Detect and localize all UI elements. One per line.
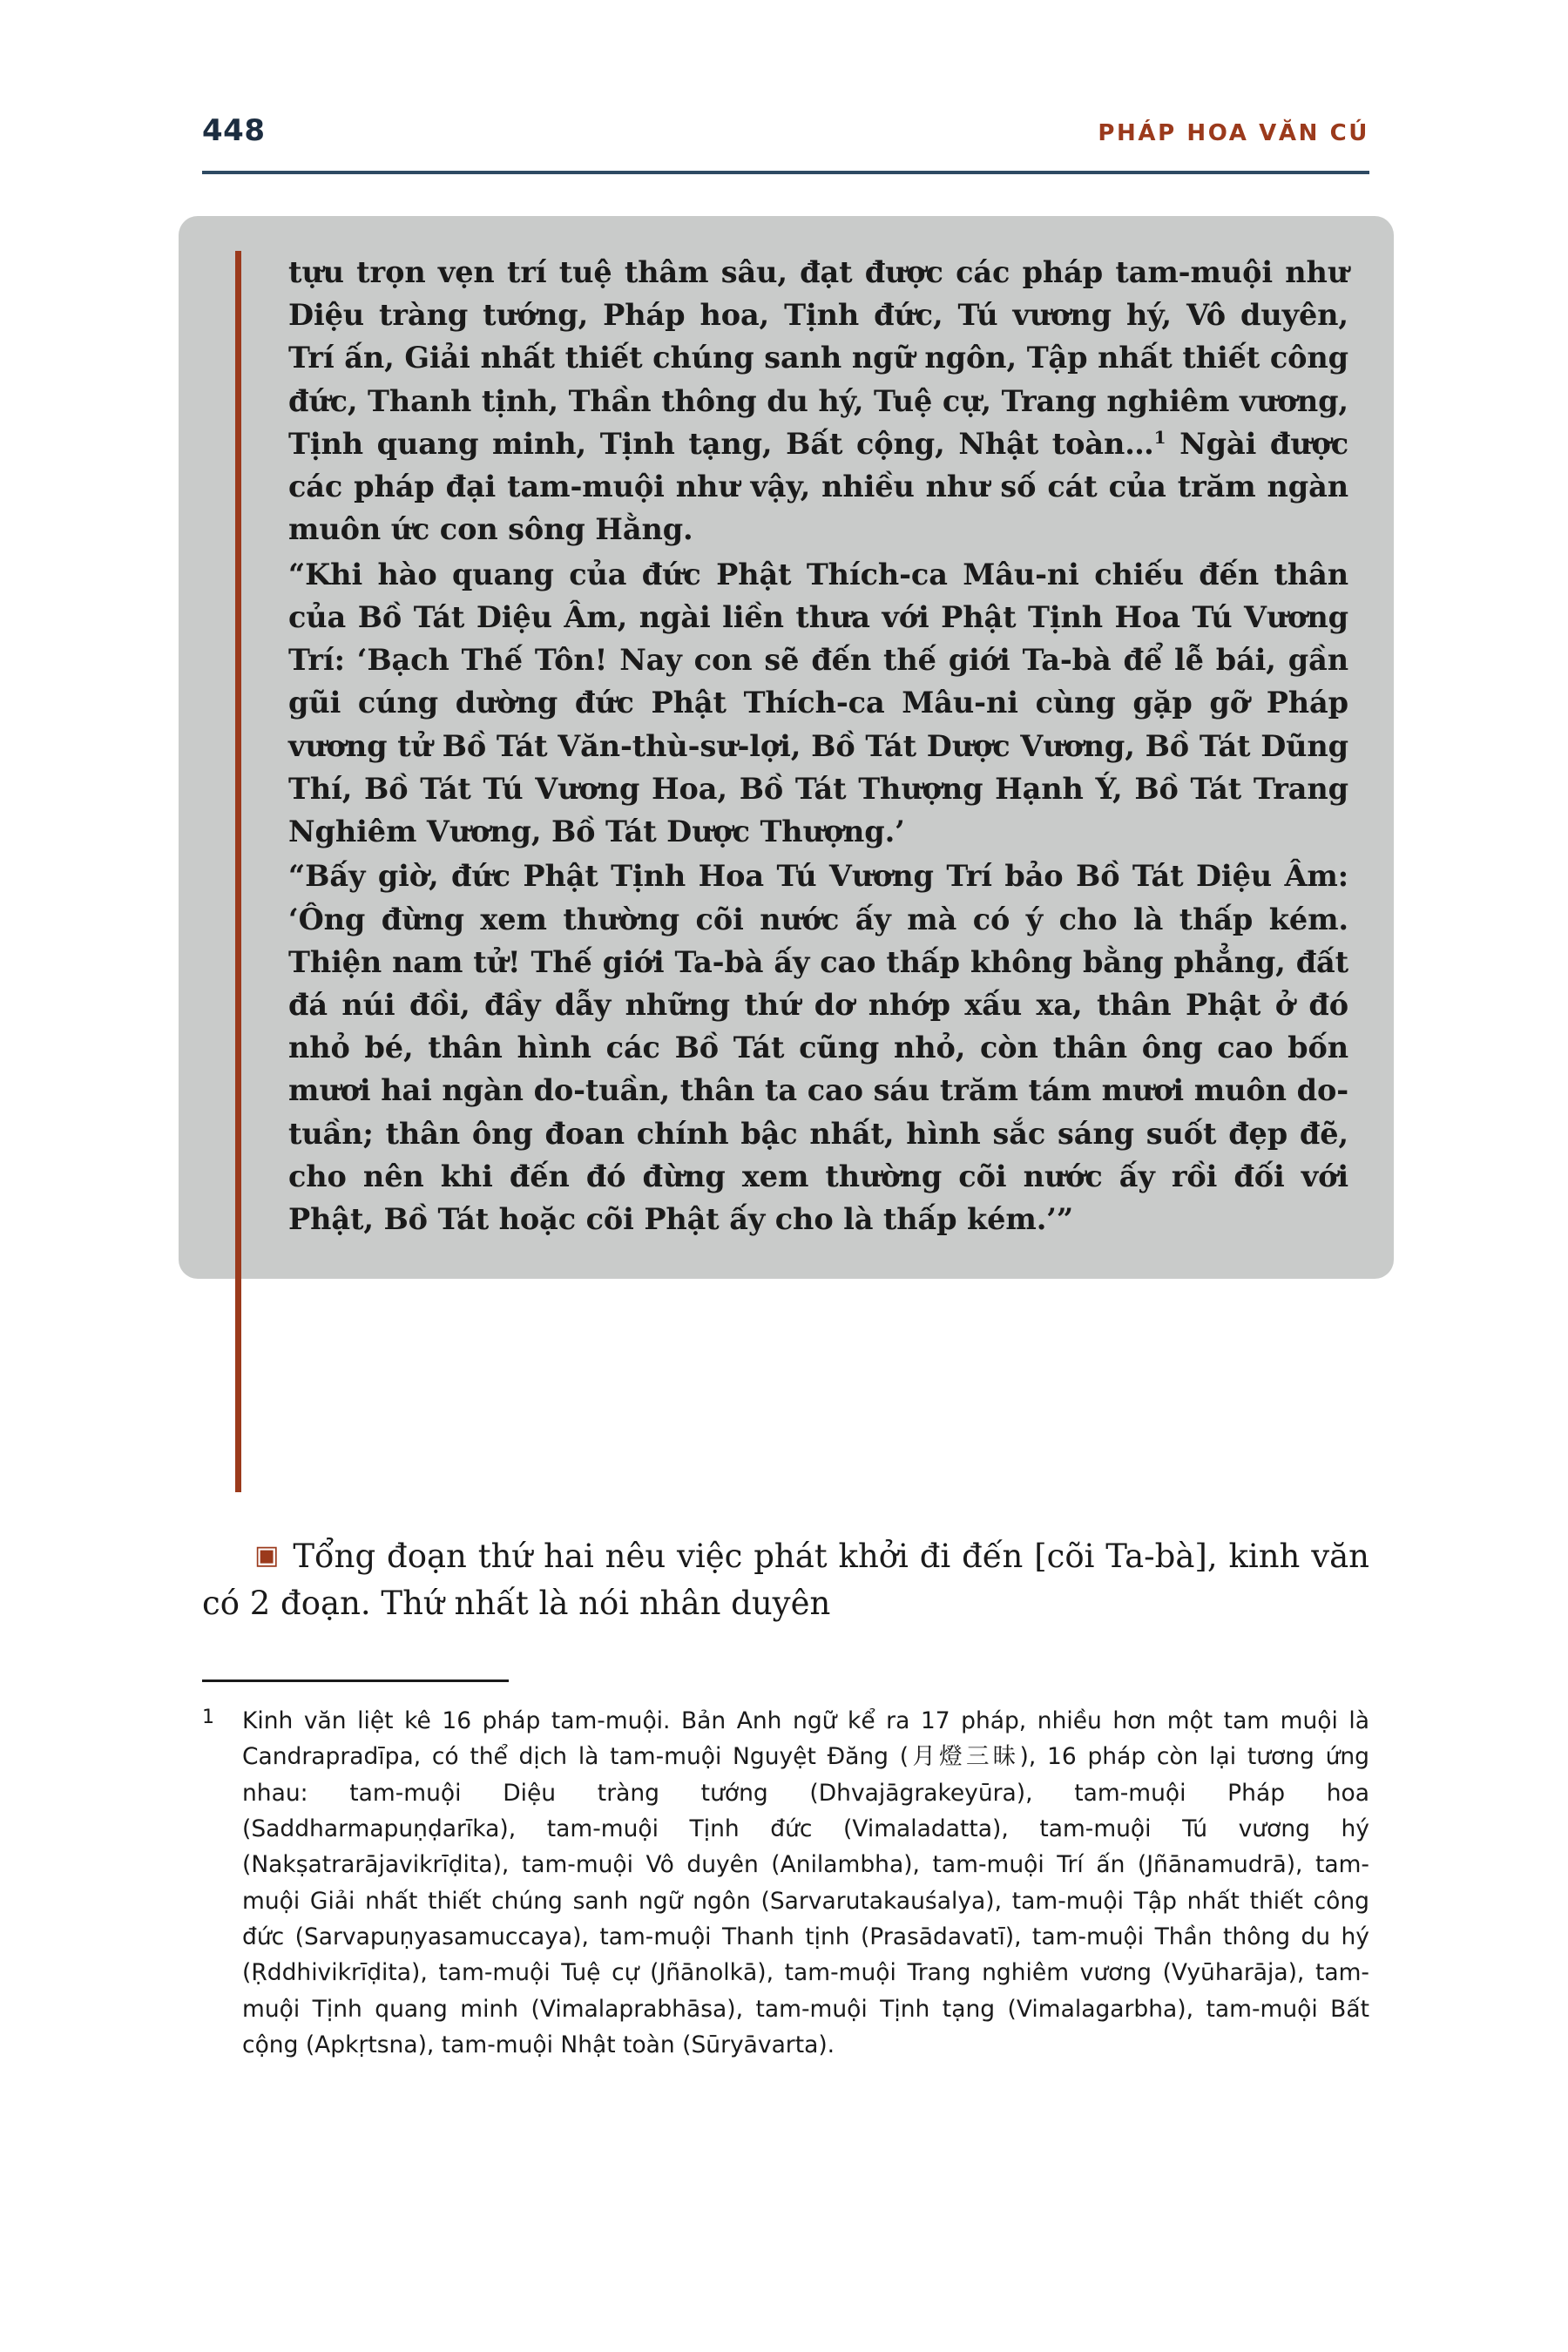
quotation-block (179, 216, 1394, 1279)
quote-paragraph-1-tail: Ngài được các pháp đại tam-muội như vậy, nhiều như số cát của trăm ngàn muôn ức con sông Hằng. (288, 426, 1348, 547)
footnote (202, 1703, 1369, 2063)
footnote-reference[interactable]: 1 (1153, 426, 1166, 448)
quote-paragraph-3: “Bấy giờ, đức Phật Tịnh Hoa Tú Vương Trí bảo Bồ Tát Diệu Âm: ‘Ông đừng xem thường cõi nước ấy mà có ý cho là thấp kém. Thiện nam tử! Thế giới Ta-bà ấy cao thấp không bằng phẳng, đất đá núi đồi, đầy dẫy những thứ dơ nhớp xấu xa, thân Phật ở đó nhỏ bé, thân hình các Bồ Tát cũng nhỏ, còn thân ông cao bốn mươi hai ngàn do-tuần, thân ta cao sáu trăm tám mươi muôn do-tuần; thân ông đoan chính bậc nhất, hình sắc sáng suốt đẹp đẽ, cho nên khi đến đó đừng xem thường cõi nước ấy rồi đối với Phật, Bồ Tát hoặc cõi Phật ấy cho là thấp kém.’” (288, 859, 1348, 1237)
footnote-divider (202, 1680, 509, 1682)
quote-paragraph-1-text: tựu trọn vẹn trí tuệ thâm sâu, đạt được các pháp tam-muội như Diệu tràng tướng, Pháp hoa, Tịnh đức, Tú vương hý, Vô duyên, Trí ấn, Giải nhất thiết chúng sanh ngữ ngôn, Tập nhất thiết công đức, Thanh tịnh, Thần thông du hý, Tuệ cự, Trang nghiêm vương, Tịnh quang minh, Tịnh tạng, Bất cộng, Nhật toàn… (288, 255, 1348, 461)
page-number: 448 (202, 113, 266, 148)
footnote-number: 1 (202, 1707, 214, 1728)
square-bullet-icon: ▣ (254, 1540, 280, 1571)
quote-accent-bar (235, 251, 241, 1492)
header-divider (202, 171, 1369, 174)
running-title: PHÁP HOA VĂN CÚ (1098, 120, 1369, 146)
quote-paragraph-2: “Khi hào quang của đức Phật Thích-ca Mâu-ni chiếu đến thân của Bồ Tát Diệu Âm, ngài liền thưa với Phật Tịnh Hoa Tú Vương Trí: ‘Bạch Thế Tôn! Nay con sẽ đến thế giới Ta-bà để lễ bái, gần gũi cúng dường đức Phật Thích-ca Mâu-ni cùng gặp gỡ Pháp vương tử Bồ Tát Văn-thù-sư-lợi, Bồ Tát Dược Vương, Bồ Tát Dũng Thí, Bồ Tát Tú Vương Hoa, Bồ Tát Thượng Hạnh Ý, Bồ Tát Trang Nghiêm Vương, Bồ Tát Dược Thượng.’ (288, 557, 1348, 849)
page-header (202, 113, 1369, 148)
footnote-text: Kinh văn liệt kê 16 pháp tam-muội. Bản Anh ngữ kể ra 17 pháp, nhiều hơn một tam muội là Candrapradīpa, có thể dịch là tam-muội Nguyệt Đăng (月燈三昧), 16 pháp còn lại tương ứng nhau: tam-muội Diệu tràng tướng (Dhvajāgrakeyūra), tam-muội Pháp hoa (Saddharmapuṇḍarīka), tam-muội Tịnh đức (Vimaladatta), tam-muội Tú vương hý (Nakṣatrarājavikrīḍita), tam-muội Vô duyên (Anilambha), tam-muội Trí ấn (Jñānamudrā), tam-muội Giải nhất thiết chúng sanh ngữ ngôn (Sarvarutakauśalya), tam-muội Tập nhất thiết công đức (Sarvapuṇyasamuccaya), tam-muội Thanh tịnh (Prasādavatī), tam-muội Thần thông du hý (Ṛddhivikrīḍita), tam-muội Tuệ cự (Jñānolkā), tam-muội Trang nghiêm vương (Vyūharāja), tam-muội Tịnh quang minh (Vimalaprabhāsa), tam-muội Tịnh tạng (Vimalagarbha), tam-muội Bất cộng (Apkṛtsna), tam-muội Nhật toàn (Sūryāvarta). (242, 1707, 1369, 2058)
body-paragraph (202, 1533, 1369, 1626)
body-paragraph-text: Tổng đoạn thứ hai nêu việc phát khởi đi đến [cõi Ta-bà], kinh văn có 2 đoạn. Thứ nhất là nói nhân duyên (202, 1538, 1369, 1622)
quote-paragraph-1 (288, 251, 1348, 551)
